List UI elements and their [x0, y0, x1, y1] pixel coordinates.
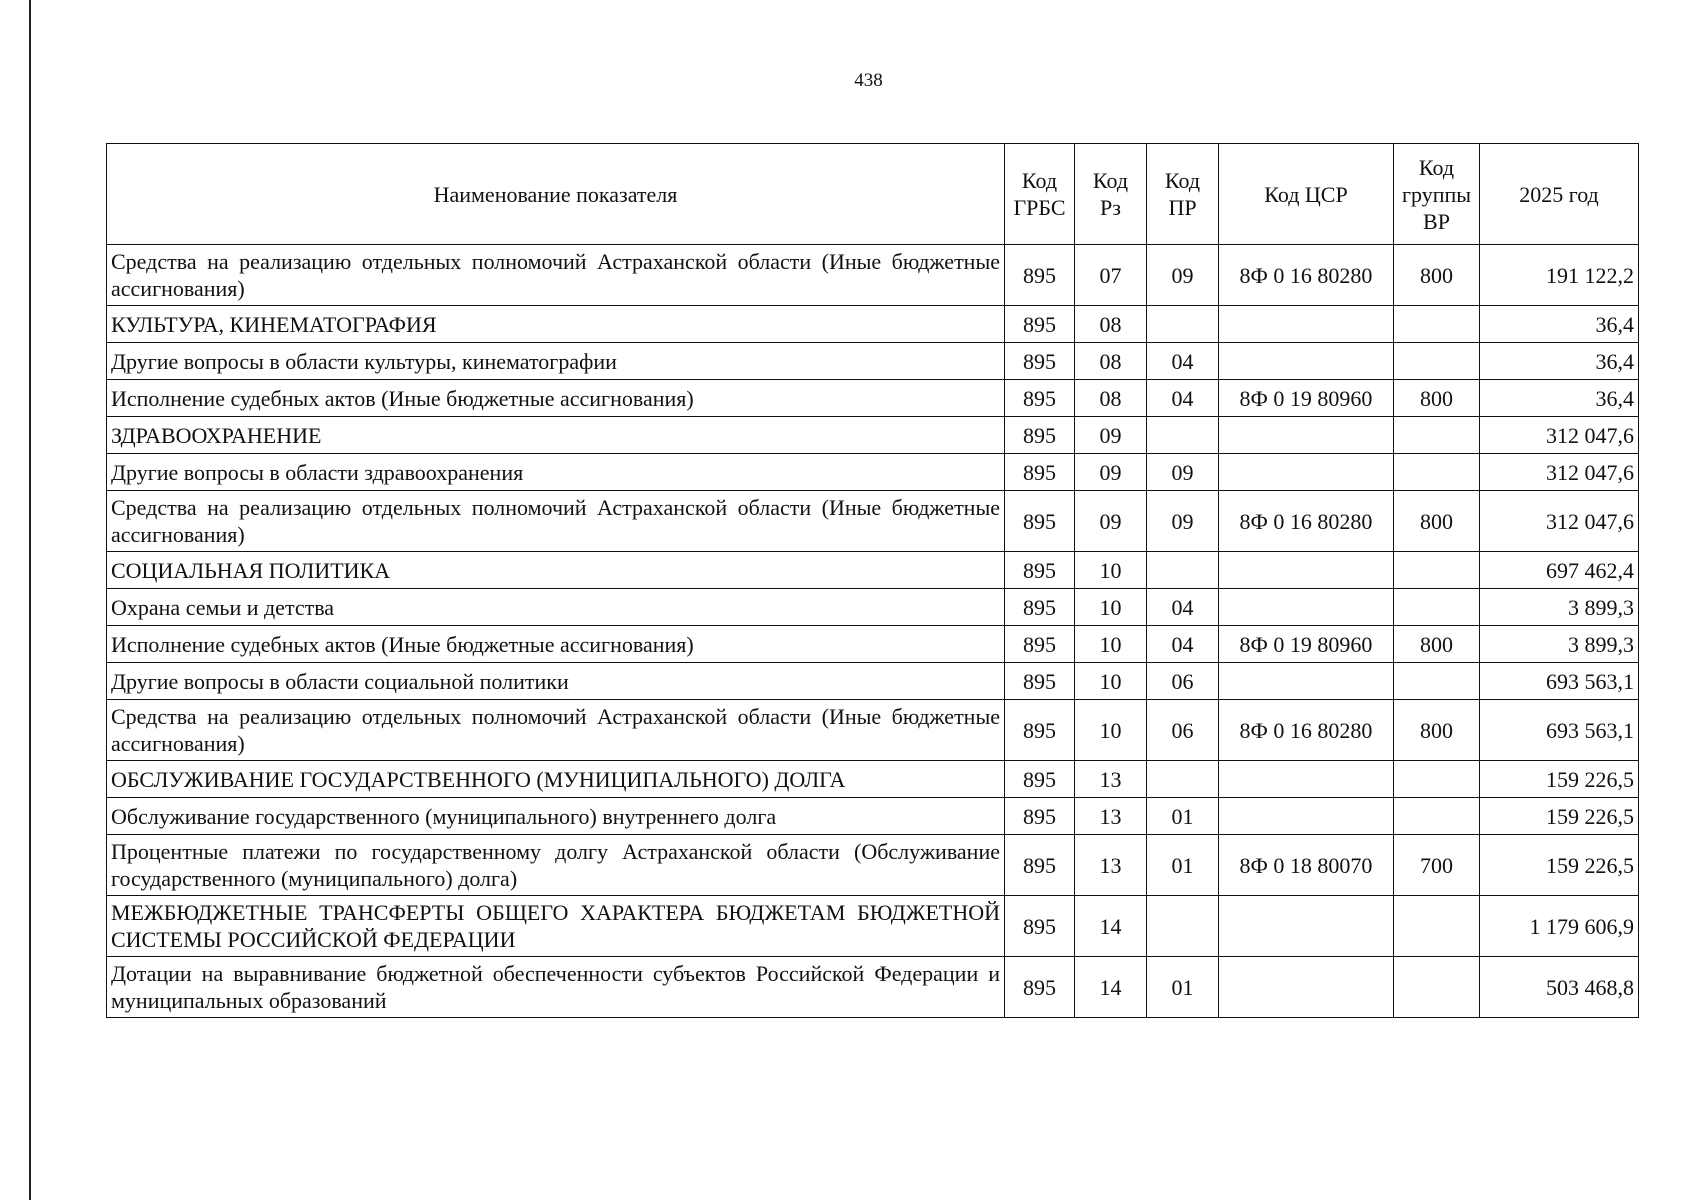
header-rz: [1075, 144, 1147, 245]
cell-rz: 14: [1075, 896, 1147, 957]
cell-rz: 10: [1075, 626, 1147, 663]
cell-csr: [1219, 761, 1394, 798]
header-vr-line1: Код: [1418, 154, 1455, 180]
cell-vr: 800: [1394, 245, 1480, 306]
cell-grbs: 895: [1005, 491, 1075, 552]
cell-grbs: 895: [1005, 589, 1075, 626]
cell-vr: 800: [1394, 626, 1480, 663]
cell-pr: 01: [1147, 957, 1219, 1018]
cell-rz: 08: [1075, 306, 1147, 343]
cell-name: Средства на реализацию отдельных полномочий Астраханской области (Иные бюджетные ассигнования): [107, 491, 1005, 552]
cell-amount: 503 468,8: [1480, 957, 1639, 1018]
header-csr: Код ЦСР: [1219, 144, 1394, 245]
header-grbs-line1: Код: [1021, 168, 1058, 193]
cell-vr: 800: [1394, 700, 1480, 761]
cell-csr: 8Ф 0 16 80280: [1219, 245, 1394, 306]
header-pr-line2: ПР: [1168, 195, 1197, 220]
cell-name: Процентные платежи по государственному долгу Астраханской области (Обслуживание государственного (муниципального) долга): [107, 835, 1005, 896]
cell-pr: 04: [1147, 343, 1219, 380]
header-vr: [1394, 144, 1480, 245]
cell-csr: [1219, 589, 1394, 626]
cell-rz: 13: [1075, 835, 1147, 896]
cell-amount: 3 899,3: [1480, 626, 1639, 663]
cell-csr: [1219, 454, 1394, 491]
cell-pr: 04: [1147, 589, 1219, 626]
cell-vr: [1394, 417, 1480, 454]
cell-name: Исполнение судебных актов (Иные бюджетные ассигнования): [107, 626, 1005, 663]
header-grbs-line2: ГРБС: [1013, 195, 1066, 220]
cell-name: ОБСЛУЖИВАНИЕ ГОСУДАРСТВЕННОГО (МУНИЦИПАЛЬНОГО) ДОЛГА: [107, 761, 1005, 798]
cell-rz: 09: [1075, 454, 1147, 491]
header-pr-line1: Код: [1164, 168, 1201, 193]
cell-name: ЗДРАВООХРАНЕНИЕ: [107, 417, 1005, 454]
cell-amount: 3 899,3: [1480, 589, 1639, 626]
cell-csr: 8Ф 0 19 80960: [1219, 380, 1394, 417]
cell-pr: 01: [1147, 798, 1219, 835]
table-row: [107, 380, 1639, 417]
cell-csr: [1219, 663, 1394, 700]
table-row: [107, 761, 1639, 798]
cell-rz: 14: [1075, 957, 1147, 1018]
header-row: [107, 144, 1639, 245]
cell-name: Другие вопросы в области культуры, кинематографии: [107, 343, 1005, 380]
cell-grbs: 895: [1005, 896, 1075, 957]
cell-grbs: 895: [1005, 700, 1075, 761]
table-row: [107, 835, 1639, 896]
page-number: 438: [854, 70, 883, 91]
cell-name: Другие вопросы в области здравоохранения: [107, 454, 1005, 491]
table-row: [107, 626, 1639, 663]
cell-name: СОЦИАЛЬНАЯ ПОЛИТИКА: [107, 552, 1005, 589]
cell-csr: [1219, 306, 1394, 343]
cell-amount: 159 226,5: [1480, 761, 1639, 798]
cell-name: МЕЖБЮДЖЕТНЫЕ ТРАНСФЕРТЫ ОБЩЕГО ХАРАКТЕРА БЮДЖЕТАМ БЮДЖЕТНОЙ СИСТЕМЫ РОССИЙСКОЙ ФЕДЕРАЦИИ: [107, 896, 1005, 957]
budget-table: [106, 143, 1639, 1018]
cell-csr: 8Ф 0 16 80280: [1219, 700, 1394, 761]
cell-amount: 159 226,5: [1480, 835, 1639, 896]
cell-grbs: 895: [1005, 626, 1075, 663]
table-row: [107, 306, 1639, 343]
header-grbs: [1005, 144, 1075, 245]
cell-grbs: 895: [1005, 552, 1075, 589]
cell-csr: [1219, 957, 1394, 1018]
cell-amount: 312 047,6: [1480, 417, 1639, 454]
cell-csr: 8Ф 0 16 80280: [1219, 491, 1394, 552]
table-row: [107, 589, 1639, 626]
cell-amount: 312 047,6: [1480, 491, 1639, 552]
cell-vr: 800: [1394, 380, 1480, 417]
cell-grbs: 895: [1005, 761, 1075, 798]
cell-pr: [1147, 306, 1219, 343]
cell-grbs: 895: [1005, 957, 1075, 1018]
cell-pr: 09: [1147, 491, 1219, 552]
cell-name: Другие вопросы в области социальной политики: [107, 663, 1005, 700]
cell-name: Дотации на выравнивание бюджетной обеспеченности субъектов Российской Федерации и муниципальных образований: [107, 957, 1005, 1018]
cell-pr: [1147, 761, 1219, 798]
table-row: [107, 663, 1639, 700]
table-row: [107, 552, 1639, 589]
cell-rz: 10: [1075, 663, 1147, 700]
cell-amount: 191 122,2: [1480, 245, 1639, 306]
cell-amount: 693 563,1: [1480, 663, 1639, 700]
cell-rz: 10: [1075, 552, 1147, 589]
cell-pr: 09: [1147, 245, 1219, 306]
header-vr-line2: группы: [1401, 181, 1472, 207]
cell-pr: [1147, 417, 1219, 454]
cell-grbs: 895: [1005, 454, 1075, 491]
cell-vr: 700: [1394, 835, 1480, 896]
cell-rz: 07: [1075, 245, 1147, 306]
cell-csr: [1219, 896, 1394, 957]
cell-rz: 09: [1075, 491, 1147, 552]
cell-pr: 01: [1147, 835, 1219, 896]
cell-vr: [1394, 454, 1480, 491]
cell-amount: 693 563,1: [1480, 700, 1639, 761]
table-row: [107, 454, 1639, 491]
cell-pr: 04: [1147, 626, 1219, 663]
cell-grbs: 895: [1005, 835, 1075, 896]
cell-grbs: 895: [1005, 306, 1075, 343]
cell-vr: [1394, 552, 1480, 589]
cell-rz: 13: [1075, 798, 1147, 835]
cell-name: КУЛЬТУРА, КИНЕМАТОГРАФИЯ: [107, 306, 1005, 343]
cell-csr: 8Ф 0 19 80960: [1219, 626, 1394, 663]
cell-name: Средства на реализацию отдельных полномочий Астраханской области (Иные бюджетные ассигнования): [107, 700, 1005, 761]
margin-line: [29, 0, 31, 1200]
table-row: [107, 700, 1639, 761]
cell-csr: [1219, 343, 1394, 380]
cell-grbs: 895: [1005, 245, 1075, 306]
header-rz-line1: Код: [1092, 168, 1129, 193]
cell-amount: 36,4: [1480, 343, 1639, 380]
cell-amount: 312 047,6: [1480, 454, 1639, 491]
cell-vr: [1394, 306, 1480, 343]
table-row: [107, 957, 1639, 1018]
cell-rz: 08: [1075, 343, 1147, 380]
cell-vr: [1394, 896, 1480, 957]
cell-grbs: 895: [1005, 663, 1075, 700]
cell-grbs: 895: [1005, 380, 1075, 417]
cell-rz: 10: [1075, 589, 1147, 626]
cell-pr: 06: [1147, 663, 1219, 700]
header-name: Наименование показателя: [107, 144, 1005, 245]
cell-grbs: 895: [1005, 343, 1075, 380]
cell-pr: [1147, 552, 1219, 589]
cell-pr: 04: [1147, 380, 1219, 417]
cell-rz: 13: [1075, 761, 1147, 798]
cell-vr: [1394, 663, 1480, 700]
cell-vr: [1394, 343, 1480, 380]
table-row: [107, 343, 1639, 380]
cell-name: Исполнение судебных актов (Иные бюджетные ассигнования): [107, 380, 1005, 417]
cell-rz: 09: [1075, 417, 1147, 454]
header-pr: [1147, 144, 1219, 245]
cell-amount: 36,4: [1480, 380, 1639, 417]
cell-name: Обслуживание государственного (муниципального) внутреннего долга: [107, 798, 1005, 835]
cell-grbs: 895: [1005, 798, 1075, 835]
cell-rz: 08: [1075, 380, 1147, 417]
cell-vr: [1394, 761, 1480, 798]
cell-vr: [1394, 798, 1480, 835]
cell-vr: [1394, 589, 1480, 626]
cell-amount: 36,4: [1480, 306, 1639, 343]
cell-pr: 09: [1147, 454, 1219, 491]
cell-rz: 10: [1075, 700, 1147, 761]
cell-csr: 8Ф 0 18 80070: [1219, 835, 1394, 896]
cell-name: Охрана семьи и детства: [107, 589, 1005, 626]
cell-csr: [1219, 417, 1394, 454]
cell-grbs: 895: [1005, 417, 1075, 454]
table-row: [107, 798, 1639, 835]
header-vr-line3: ВР: [1423, 208, 1450, 234]
cell-pr: 06: [1147, 700, 1219, 761]
cell-vr: 800: [1394, 491, 1480, 552]
cell-name: Средства на реализацию отдельных полномочий Астраханской области (Иные бюджетные ассигнования): [107, 245, 1005, 306]
cell-vr: [1394, 957, 1480, 1018]
cell-amount: 159 226,5: [1480, 798, 1639, 835]
table-row: [107, 417, 1639, 454]
header-year: 2025 год: [1480, 144, 1639, 245]
header-rz-line2: Рз: [1100, 195, 1121, 220]
cell-amount: 1 179 606,9: [1480, 896, 1639, 957]
cell-amount: 697 462,4: [1480, 552, 1639, 589]
cell-csr: [1219, 552, 1394, 589]
cell-csr: [1219, 798, 1394, 835]
cell-pr: [1147, 896, 1219, 957]
table-row: [107, 245, 1639, 306]
table-row: [107, 491, 1639, 552]
table-row: [107, 896, 1639, 957]
